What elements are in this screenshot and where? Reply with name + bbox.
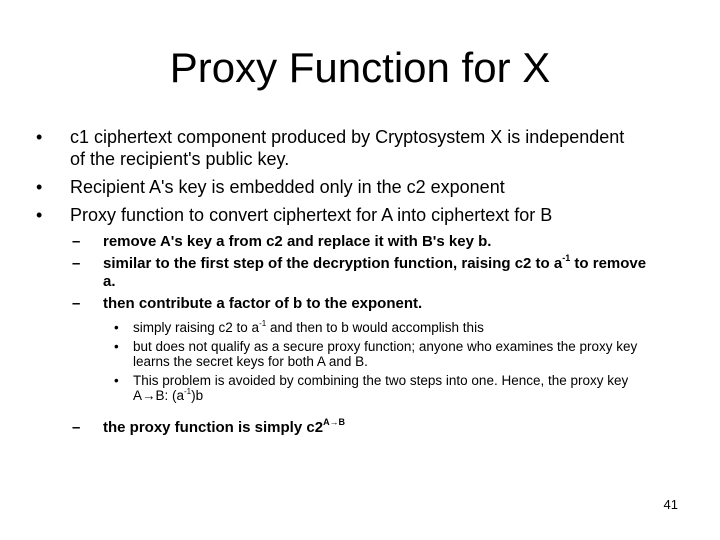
bullet-marker: •: [36, 205, 43, 225]
sub-sub-bullet-text: and then to b would accomplish this: [266, 320, 484, 335]
sub-sub-bullet-text: but does not qualify as a secure proxy function; anyone who examines the proxy key learns the secret keys for both A and B.: [133, 339, 638, 369]
bullet-marker: •: [36, 127, 43, 147]
slide-title: Proxy Function for X: [169, 44, 551, 91]
sub-sub-bullet-text: )b: [191, 388, 204, 403]
bullet-text: c1 ciphertext component produced by Cryptosystem X is independent of the recipient's public key.: [70, 127, 625, 169]
bullet-text: Proxy function to convert ciphertext for A into ciphertext for B: [70, 205, 553, 225]
bullet-text: Recipient A's key is embedded only in the c2 exponent: [70, 177, 505, 197]
bullet-list: [36, 126, 636, 232]
superscript: -1: [259, 319, 267, 328]
sub-sub-bullet-list: [114, 320, 664, 407]
list-item: [72, 295, 652, 313]
bullet-marker: •: [114, 339, 119, 354]
list-item: [72, 255, 652, 291]
bullet-marker: •: [114, 320, 119, 335]
list-item: [114, 339, 664, 369]
sub-bullet-text: the proxy function is simply c2: [103, 419, 324, 436]
list-item: [114, 320, 664, 335]
dash-marker: –: [72, 295, 81, 312]
dash-marker: –: [72, 233, 81, 250]
dash-marker: –: [72, 419, 81, 436]
list-item: [36, 126, 636, 170]
bullet-marker: •: [114, 373, 119, 388]
superscript: -1: [184, 387, 192, 396]
page-number: 41: [663, 497, 678, 512]
final-sub-bullet-list: [72, 419, 652, 437]
sub-bullet-text: similar to the first step of the decryption function, raising c2 to a: [103, 255, 563, 272]
list-item: [36, 176, 636, 198]
list-item: [72, 419, 652, 437]
sub-bullet-list: [72, 233, 652, 317]
sub-sub-bullet-text: simply raising c2 to a: [133, 320, 260, 335]
sub-sub-bullet-text: This problem is avoided by combining the two steps into one. Hence, the proxy key A→B: (a: [133, 373, 629, 403]
list-item: [36, 204, 636, 226]
superscript: -1: [562, 253, 571, 263]
dash-marker: –: [72, 255, 81, 272]
list-item: [114, 373, 664, 403]
bullet-marker: •: [36, 177, 43, 197]
sub-bullet-text: to remove a.: [103, 255, 647, 290]
sub-bullet-text: remove A's key a from c2 and replace it with B's key b.: [103, 233, 492, 250]
list-item: [72, 233, 652, 251]
sub-bullet-text: then contribute a factor of b to the exponent.: [103, 295, 423, 312]
superscript: A→B: [323, 417, 346, 427]
